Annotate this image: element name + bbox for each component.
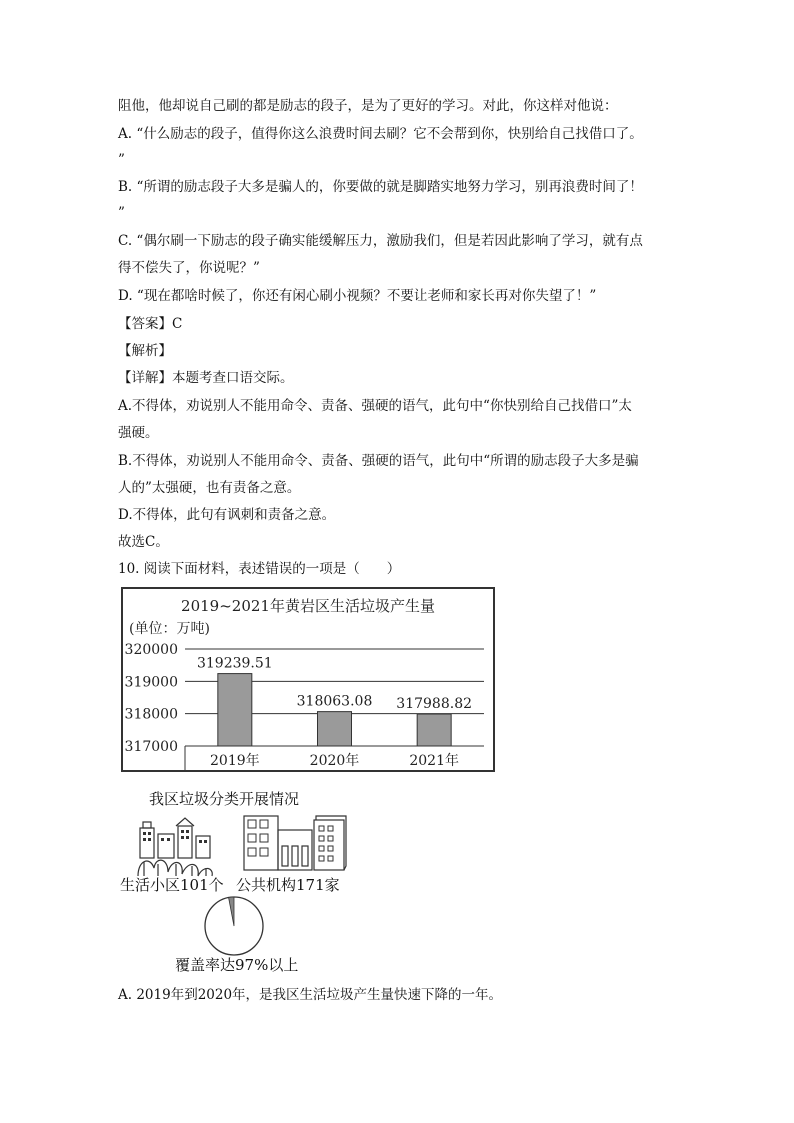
chart-title: 2019~2021年黄岩区生活垃圾产生量 [181,597,435,615]
y-tick-label: 319000 [124,674,178,691]
option-d-line: D. “现在都啥时候了，你还有闲心刷小视频？不要让老师和家长再对你失望了！” [118,288,597,304]
quote-close: ” [118,205,125,221]
question-10: 10. 阅读下面材料，表述错误的一项是（ ） [118,561,401,577]
explanation-a: A.不得体，劝说别人不能用命令、责备、强硬的语气，此句中“你快别给自己找借口”太 [118,398,632,414]
option-c-line: C. “偶尔刷一下励志的段子确实能缓解压力，激励我们，但是若因此影响了学习，就有点 [118,233,643,249]
x-category-label: 2019年 [210,753,260,769]
option-a-statement: A. 2019年到2020年，是我区生活垃圾产生量快速下降的一年。 [118,987,503,1003]
coverage-pie-chart [202,894,266,958]
garbage-bar-chart [121,587,495,772]
bar [318,712,352,746]
quote-close: ” [118,152,125,168]
institution-count: 公共机构171家 [236,876,340,894]
residential-count: 生活小区101个 [120,876,224,894]
x-category-label: 2020年 [309,753,360,769]
explanation-b: B.不得体，劝说别人不能用命令、责备、强硬的语气，此句中“所谓的励志段子大多是骗 [118,453,639,469]
choice-line: 故选C。 [118,534,169,550]
bar [218,674,252,746]
garbage-sorting-infographic [116,786,376,976]
chart-unit-label: (单位：万吨) [129,621,210,637]
option-c-line-2: 得不偿失了，你说呢？” [118,260,260,276]
bar-value-label: 317988.82 [396,696,473,713]
option-b-line: B. “所谓的励志段子大多是骗人的，你要做的就是脚踏实地努力学习，别再浪费时间了！ [118,179,643,195]
coverage-rate: 覆盖率达97%以上 [175,956,299,974]
text-line: 阻他，他却说自己刷的都是励志的段子，是为了更好的学习。对此，你这样对他说： [118,98,618,114]
explanation-a-2: 强硬。 [118,425,159,441]
y-tick-label: 318000 [124,706,178,723]
answer-line: 【答案】C [118,316,183,332]
y-tick-label: 320000 [124,642,178,658]
y-tick-label: 317000 [124,739,178,755]
infographic-title: 我区垃圾分类开展情况 [149,790,300,808]
explanation-b-2: 人的”太强硬，也有责备之意。 [118,480,301,496]
option-a-line: A. “什么励志的段子，值得你这么浪费时间去刷？它不会帮到你，快别给自己找借口了。 [118,126,643,142]
explanation-d: D.不得体，此句有讽刺和责备之意。 [118,507,336,523]
x-category-label: 2021年 [409,753,459,769]
detail-line: 【详解】本题考查口语交际。 [118,370,294,386]
analysis-heading: 【解析】 [118,343,172,359]
public-institution-icon [242,812,354,874]
residential-area-icon [136,816,216,878]
chart-canvas [123,589,493,770]
bar-value-label: 319239.51 [196,655,273,672]
bar [417,714,451,746]
bar-value-label: 318063.08 [296,693,373,710]
